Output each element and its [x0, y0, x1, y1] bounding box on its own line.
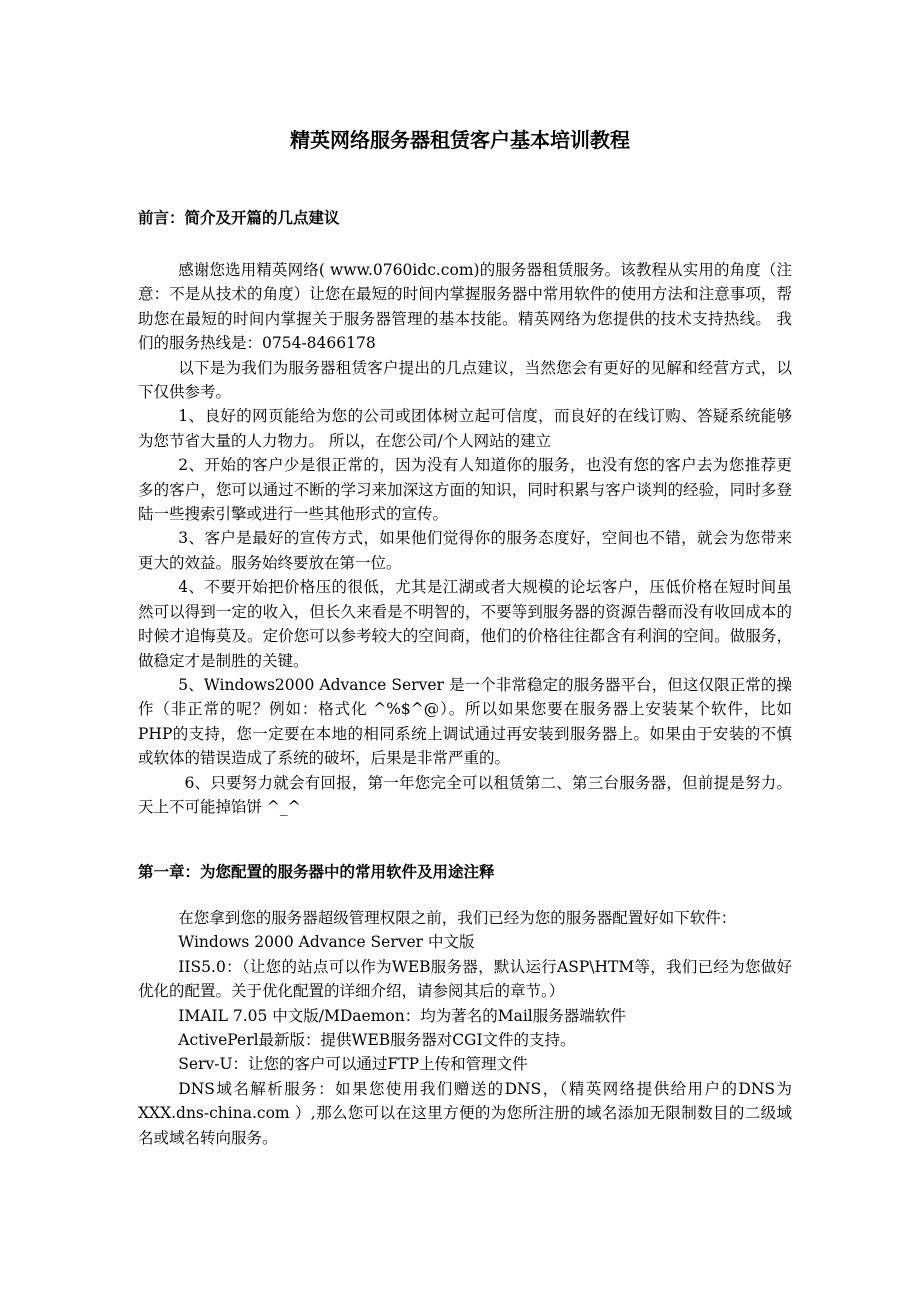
- preface-paragraph: 1、良好的网页能给为您的公司或团体树立起可信度，而良好的在线订购、答疑系统能够为您节省大量的人力物力。 所以，在您公司/个人网站的建立: [138, 407, 792, 450]
- preface-paragraph: 2、开始的客户少是很正常的，因为没有人知道你的服务，也没有您的客户去为您推荐更多的客户，您可以通过不断的学习来加深这方面的知识，同时积累与客户谈判的经验，同时多登陆一些搜索引擎或进行一些其他形式的宣传。: [138, 456, 792, 524]
- chapter1-paragraph: Windows 2000 Advance Server 中文版: [178, 933, 475, 952]
- chapter1-paragraph: IMAIL 7.05 中文版/MDaemon：均为著名的Mail服务器端软件: [178, 1006, 626, 1025]
- chapter1-paragraph: DNS域名解析服务：如果您使用我们赠送的DNS，（精英网络提供给用户的DNS为XXX.dns-china.com ）,那么您可以在这里方便的为您所注册的域名添加无限制数目的二级域名或域名转向服务。: [138, 1079, 792, 1147]
- preface-paragraph: 3、客户是最好的宣传方式，如果他们觉得你的服务态度好，空间也不错，就会为您带来更大的效益。服务始终要放在第一位。: [138, 529, 792, 572]
- chapter1-body: [138, 906, 792, 1150]
- chapter1-paragraph: IIS5.0：（让您的站点可以作为WEB服务器，默认运行ASP\HTM等，我们已经为您做好优化的配置。关于优化配置的详细介绍，请参阅其后的章节。）: [138, 957, 792, 1001]
- chapter1-heading: 第一章：为您配置的服务器中的常用软件及用途注释: [138, 862, 495, 881]
- preface-paragraph: 以下是为我们为服务器租赁客户提出的几点建议，当然您会有更好的见解和经营方式，以下仅供参考。: [138, 358, 792, 402]
- preface-body: [138, 258, 792, 819]
- chapter1-paragraph: Serv-U：让您的客户可以通过FTP上传和管理文件: [178, 1055, 528, 1074]
- preface-heading: 前言：简介及开篇的几点建议: [138, 208, 340, 227]
- document-title: 精英网络服务器租赁客户基本培训教程: [290, 128, 630, 152]
- preface-paragraph: 4、不要开始把价格压的很低，尤其是江湖或者大规模的论坛客户，压低价格在短时间虽然可以得到一定的收入，但长久来看是不明智的，不要等到服务器的资源告罄而没有收回成本的时候才追悔莫及。定价您可以参考较大的空间商，他们的价格往往都含有利润的空间。做服务，做稳定才是制胜的关键。: [138, 578, 792, 670]
- chapter1-paragraph: 在您拿到您的服务器超级管理权限之前，我们已经为您的服务器配置好如下软件：: [178, 909, 737, 927]
- chapter1-paragraph: ActivePerl最新版：提供WEB服务器对CGI文件的支持。: [178, 1031, 576, 1050]
- preface-paragraph: 感谢您选用精英网络( www.0760idc.com)的服务器租赁服务。该教程从实用的角度（注意：不是从技术的角度）让您在最短的时间内掌握服务器中常用软件的使用方法和注意事项，帮助您在最短的时间内掌握关于服务器管理的基本技能。精英网络为您提供的技术支持热线。 我们的服务热线是：0754-8466178: [138, 261, 792, 353]
- preface-paragraph: 5、Windows2000 Advance Server 是一个非常稳定的服务器平台，但这仅限正常的操作（非正常的呢？例如：格式化 ^%$^@）。所以如果您要在服务器上安装某个软件，比如PHP的支持，您一定要在本地的相同系统上调试通过再安装到服务器上。如果由于安装的不慎或软体的错误造成了系统的破坏，后果是非常严重的。: [138, 675, 792, 768]
- preface-paragraph: 6、只要努力就会有回报，第一年您完全可以租赁第二、第三台服务器，但前提是努力。天上不可能掉馅饼 ^_^: [138, 773, 792, 816]
